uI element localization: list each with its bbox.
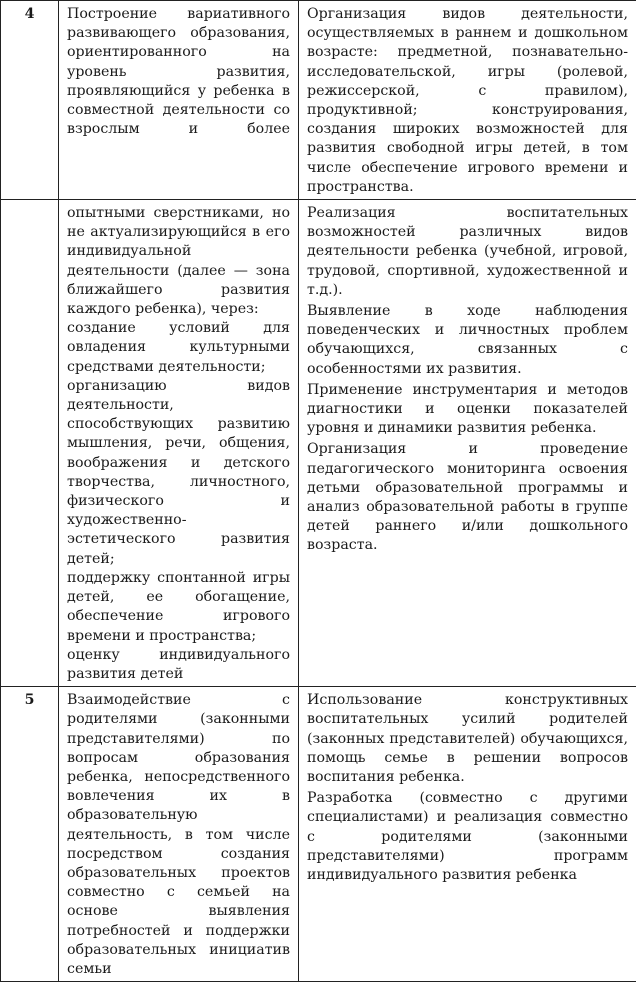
left-cell [59,200,299,687]
right-cell [299,200,636,687]
table-row [1,200,636,687]
table-row [1,687,636,982]
row-number: 4 [1,1,59,200]
row-number [1,200,59,687]
left-paragraph: создание условий для овладения культурными средствами деятельности; [67,319,290,377]
left-cell [59,687,299,982]
right-cell [299,687,636,982]
right-paragraph: Организация видов деятельности, осуществляемых в раннем и дошкольном возрасте: предметной, познавательно-исследовательской, игры (ролевой, режиссерской, с правилом), продуктивной; конструирования, создания широких возможностей для развития свободной игры детей, в том числе обеспечение игрового времени и пространства. [307,5,628,197]
left-paragraph: Взаимодействие с родителями (законными представителями) по вопросам образования ребенка, непосредственного вовлечения их в образовательную деятельность, в том числе посредством создания образовательных проектов совместно с семьей на основе выявления потребностей и поддержки образовательных инициатив семьи [67,691,290,979]
left-paragraph: организацию видов деятельности, способствующих развитию мышления, речи, общения, воображения и детского творчества, личностного, физического и художественно-эстетического развития детей; [67,377,290,569]
table-row [1,1,636,200]
right-paragraph: Применение инструментария и методов диагностики и оценки показателей уровня и динамики развития ребенка. [307,381,628,439]
right-paragraph: Организация и проведение педагогического мониторинга освоения детьми образовательной программы и анализ образовательной работы в группе детей раннего и/или дошкольного возраста. [307,440,628,555]
left-paragraph: опытными сверстниками, но не актуализирующийся в его индивидуальной деятельности (далее — зона ближайшего развития каждого ребенка), через: [67,204,290,319]
right-paragraph: Разработка (совместно с другими специалистами) и реализация совместно с родителями (законными представителями) программ индивидуального развития ребенка [307,789,628,885]
right-cell [299,1,636,200]
left-paragraph: поддержку спонтанной игры детей, ее обогащение, обеспечение игрового времени и пространства; [67,569,290,646]
left-cell [59,1,299,200]
row-number: 5 [1,687,59,982]
right-paragraph: Выявление в ходе наблюдения поведенческих и личностных проблем обучающихся, связанных с особенностями их развития. [307,302,628,379]
right-paragraph: Использование конструктивных воспитательных усилий родителей (законных представителей) обучающихся, помощь семье в решении вопросов воспитания ребенка. [307,691,628,787]
left-paragraph: оценку индивидуального развития детей [67,646,290,684]
left-paragraph: Построение вариативного развивающего образования, ориентированного на уровень развития, проявляющийся у ребенка в совместной деятельности со взрослым и более [67,5,290,139]
right-paragraph: Реализация воспитательных возможностей различных видов деятельности ребенка (учебной, игровой, трудовой, спортивной, художественной и т.д.). [307,204,628,300]
